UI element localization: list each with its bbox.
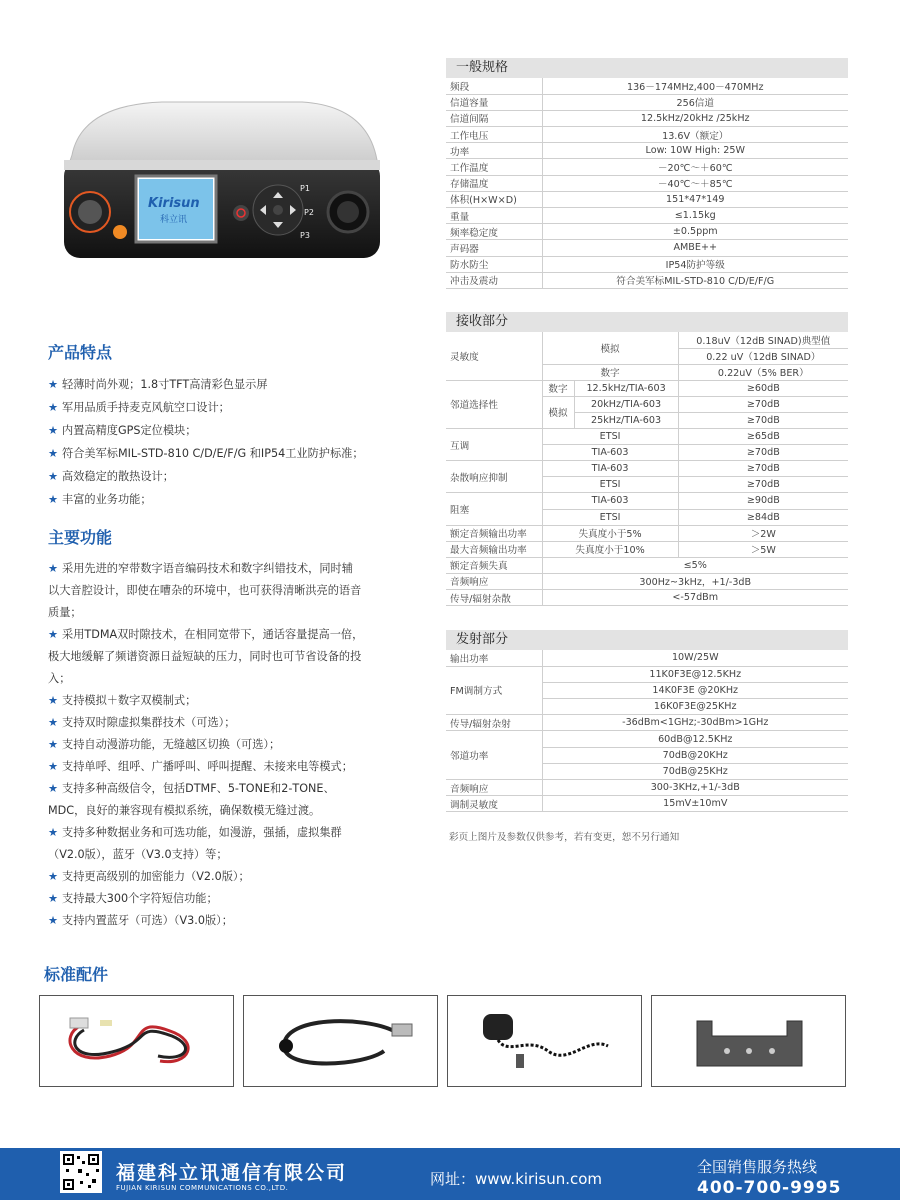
footer-bar bbox=[0, 1148, 900, 1200]
table-row: FM调制方式 11K0F3E@12.5KHz bbox=[446, 666, 848, 682]
table-row: 信道容量 256信道 bbox=[446, 94, 848, 110]
power-icon[interactable] bbox=[233, 205, 249, 221]
transmit-spec-title: 发射部分 bbox=[446, 630, 848, 650]
table-row: 频段 136－174MHz,400－470MHz bbox=[446, 78, 848, 94]
receive-spec-section bbox=[446, 312, 848, 606]
list-item: ★ 采用先进的窄带数字语音编码技术和数字纠错技术，同时辅 以大音腔设计，即使在嘈杂的环境中，也可获得清晰洪亮的语音 质量； bbox=[48, 562, 362, 619]
radio-product-image bbox=[52, 100, 387, 260]
general-spec-section bbox=[446, 58, 848, 289]
hotline-number[interactable]: 400-700-9995 bbox=[697, 1178, 842, 1198]
accessory-mounting-bracket bbox=[651, 995, 846, 1087]
table-row: 灵敏度 模拟 0.18uV（12dB SINAD)典型值 bbox=[446, 332, 848, 348]
list-item: ★ 支持多种数据业务和可选功能，如漫游，强插，虚拟集群 （V2.0版），蓝牙（V3.0支持）等； bbox=[48, 826, 342, 861]
screen-brand-cn: 科立讯 bbox=[160, 215, 188, 225]
table-row: 输出功率 10W/25W bbox=[446, 650, 848, 666]
table-row: 传导/辐射杂射 -36dBm<1GHz;-30dBm>1GHz bbox=[446, 715, 848, 731]
company-name-cn: 福建科立讯通信有限公司 bbox=[116, 1162, 348, 1184]
table-row: TIA-603 ≥70dB bbox=[446, 445, 848, 461]
table-row: 防水防尘 IP54防护等级 bbox=[446, 256, 848, 272]
table-row: 工作温度 －20℃～＋60℃ bbox=[446, 159, 848, 175]
table-row: 25kHz/TIA-603 ≥70dB bbox=[446, 412, 848, 428]
table-row: 0.22 uV（12dB SINAD） bbox=[446, 348, 848, 364]
general-spec-table bbox=[446, 78, 848, 289]
list-item: ★ 军用品质手持麦克风航空口设计； bbox=[48, 401, 230, 414]
accessory-hand-microphone bbox=[447, 995, 642, 1087]
list-item: ★ 采用TDMA双时隙技术，在相同宽带下，通话容量提高一倍， 极大地缓解了频谱资源日益短缺的压力，同时也可节省设备的投 入； bbox=[48, 628, 364, 685]
table-row: 音频响应 300Hz~3kHz，+1/-3dB bbox=[446, 573, 848, 589]
table-row: 信道间隔 12.5kHz/20kHz /25kHz bbox=[446, 110, 848, 126]
table-row: 16K0F3E@25KHz bbox=[446, 699, 848, 715]
accessories-title: 标准配件 bbox=[44, 965, 109, 984]
functions-title: 主要功能 bbox=[48, 528, 113, 547]
table-row: 传导/辐射杂散 <-57dBm bbox=[446, 590, 848, 606]
table-row: ETSI ≥84dB bbox=[446, 509, 848, 525]
key-p3[interactable]: P3 bbox=[300, 231, 310, 240]
table-row: 存储温度 －40℃～＋85℃ bbox=[446, 175, 848, 191]
company-name-en: FUJIAN KIRISUN COMMUNICATIONS CO.,LTD. bbox=[116, 1184, 289, 1192]
functions-list bbox=[48, 558, 423, 932]
list-item: ★ 支持最大300个字符短信功能； bbox=[48, 892, 218, 905]
table-row: 功率 Low: 10W High: 25W bbox=[446, 143, 848, 159]
features-list bbox=[48, 373, 423, 511]
list-item: ★ 支持自动漫游功能，无缝越区切换（可选）； bbox=[48, 738, 281, 751]
list-item: ★ 高效稳定的散热设计； bbox=[48, 470, 174, 483]
general-spec-title: 一般规格 bbox=[446, 58, 848, 78]
list-item: ★ 支持双时隙虚拟集群技术（可选）； bbox=[48, 716, 236, 729]
table-row: 音频响应 300-3KHz,+1/-3dB bbox=[446, 780, 848, 796]
table-row: 70dB@20KHz bbox=[446, 747, 848, 763]
bracket-icon bbox=[652, 996, 845, 1086]
table-row: 频率稳定度 ±0.5ppm bbox=[446, 224, 848, 240]
table-row: 杂散响应抑制 TIA-603 ≥70dB bbox=[446, 461, 848, 477]
list-item: ★ 内置高精度GPS定位模块； bbox=[48, 424, 197, 437]
accessory-usb-cable bbox=[243, 995, 438, 1087]
list-item: ★ 支持更高级别的加密能力（V2.0版）； bbox=[48, 870, 250, 883]
features-title: 产品特点 bbox=[48, 343, 113, 362]
table-row: 最大音频输出功率 失真度小于10% ＞5W bbox=[446, 541, 848, 557]
screen-brand: Kirisun bbox=[148, 196, 200, 211]
list-item: ★ 丰富的业务功能； bbox=[48, 493, 152, 506]
key-p1[interactable]: P1 bbox=[300, 184, 310, 193]
table-row: 重量 ≤1.15kg bbox=[446, 208, 848, 224]
disclaimer-note: 彩页上图片及参数仅供参考，若有变更，恕不另行通知 bbox=[449, 832, 680, 843]
hotline-label: 全国销售服务热线 bbox=[697, 1158, 818, 1176]
microphone-icon bbox=[448, 996, 641, 1086]
qr-code-icon bbox=[60, 1151, 102, 1193]
power-cable-icon bbox=[40, 996, 233, 1086]
table-row: 调制灵敏度 15mV±10mV bbox=[446, 796, 848, 812]
table-row: 14K0F3E @20KHz bbox=[446, 682, 848, 698]
transmit-spec-section bbox=[446, 630, 848, 812]
table-row: 70dB@25KHz bbox=[446, 763, 848, 779]
table-row: 额定音频失真 ≤5% bbox=[446, 557, 848, 573]
table-row: 数字 0.22uV（5% BER） bbox=[446, 364, 848, 380]
table-row: ETSI ≥70dB bbox=[446, 477, 848, 493]
table-row: 模拟 20kHz/TIA-603 ≥70dB bbox=[446, 396, 848, 412]
receive-spec-table bbox=[446, 332, 848, 606]
table-row: 额定音频输出功率 失真度小于5% ＞2W bbox=[446, 525, 848, 541]
transmit-spec-table bbox=[446, 650, 848, 812]
table-row: 工作电压 13.6V（额定） bbox=[446, 127, 848, 143]
table-row: 体积(H×W×D) 151*47*149 bbox=[446, 191, 848, 207]
accessory-power-cable bbox=[39, 995, 234, 1087]
website-link[interactable]: 网址：www.kirisun.com bbox=[430, 1170, 603, 1188]
table-row: 声码器 AMBE++ bbox=[446, 240, 848, 256]
list-item: ★ 支持内置蓝牙（可选）（V3.0版）； bbox=[48, 914, 233, 927]
list-item: ★ 轻薄时尚外观；1.8寸TFT高清彩色显示屏 bbox=[48, 378, 268, 391]
receive-spec-title: 接收部分 bbox=[446, 312, 848, 332]
table-row: 邻道功率 60dB@12.5KHz bbox=[446, 731, 848, 747]
left-column bbox=[48, 340, 423, 932]
table-row: 冲击及震动 符合美军标MIL-STD-810 C/D/E/F/G bbox=[446, 272, 848, 288]
list-item: ★ 支持多种高级信令，包括DTMF、5-TONE和2-TONE、 MDC，良好的兼容现有模拟系统，确保数模无缝过渡。 bbox=[48, 782, 335, 817]
key-p2[interactable]: P2 bbox=[304, 208, 314, 217]
table-row: 阻塞 TIA-603 ≥90dB bbox=[446, 493, 848, 509]
usb-cable-icon bbox=[244, 996, 437, 1086]
table-row: 互调 ETSI ≥65dB bbox=[446, 429, 848, 445]
list-item: ★ 支持单呼、组呼、广播呼叫、呼叫提醒、未接来电等模式； bbox=[48, 760, 353, 773]
list-item: ★ 支持模拟＋数字双模制式； bbox=[48, 694, 197, 707]
table-row: 邻道选择性 数字 12.5kHz/TIA-603 ≥60dB bbox=[446, 380, 848, 396]
list-item: ★ 符合美军标MIL-STD-810 C/D/E/F/G 和IP54工业防护标准； bbox=[48, 447, 364, 460]
